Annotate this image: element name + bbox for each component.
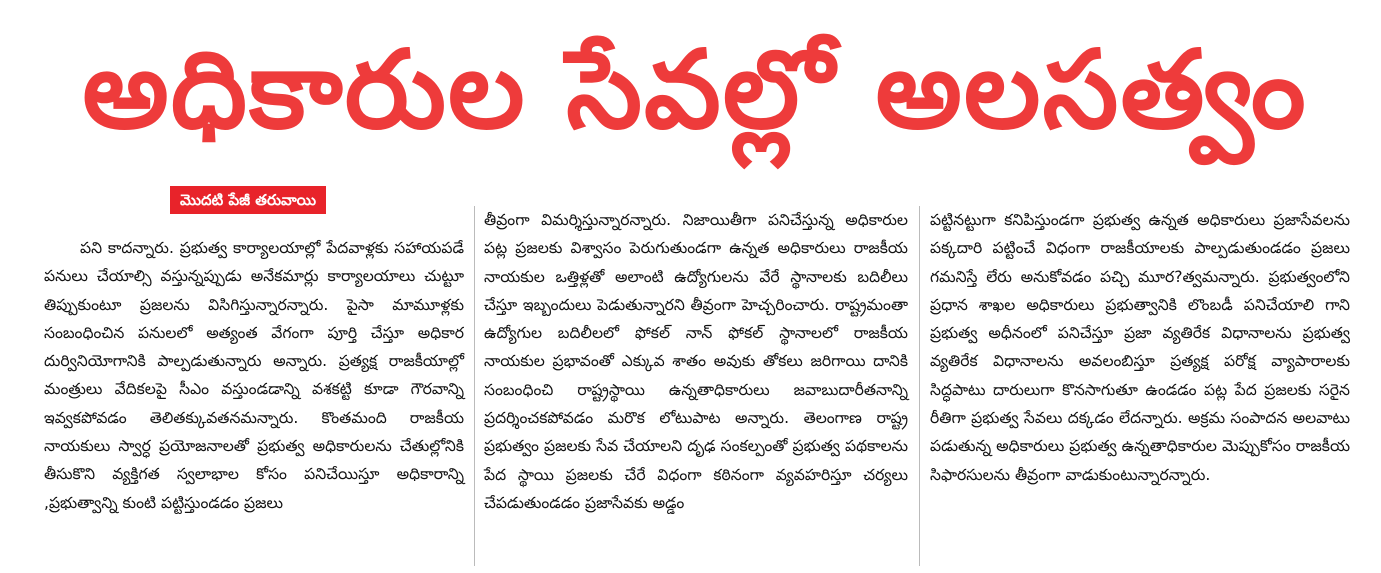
column-3-text: పట్టినట్టుగా కనిపిస్తుండగా ప్రభుత్వ ఉన్నత అధికారులు ప్రజాసేవలను పక్కదారి పట్టించే విధంగా రాజకీయాలకు పాల్పడుతుండడం ప్రజలు గమనిస్తే లేరు అనుకోవడం పచ్చి మూర?త్వమన్నారు. ప్రభుత్వంలోని ప్రధాన శాఖల అధికారులు ప్రభుత్వానికి లొంబడీ పనిచేయాలి గాని ప్రభుత్వ అధీనంలో పనిచేస్తూ ప్రజా వ్యతిరేక విధానాలను ప్రభుత్వ వ్యతిరేక విధానాలను అవలంబిస్తూ ప్రత్యక్ష పరోక్ష వ్యాపారాలకు సిద్ధపాటు దారులుగా కొనసాగుతూ ఉండడం పట్ల పేద ప్రజలకు సరైన రీతిగా ప్రభుత్వ సేవలు దక్కడం లేదన్నారు. అక్రమ సంపాదన అలవాటు పడుతున్న అధికారులు ప్రభుత్వ ఉన్నతాధికారుల మెప్పుకోసం రాజకీయ సిఫారసులను తీవ్రంగా వాడుకుంటున్నారన్నారు. xyxy=(930,211,1350,484)
continued-from-front-page-tag: మొదటి పేజీ తరువాయి xyxy=(170,186,326,214)
article-column-3 xyxy=(930,206,1350,542)
article-column-1 xyxy=(44,234,464,570)
column-divider xyxy=(919,206,920,566)
headline: అధికారుల సేవల్లో అలసత్వం xyxy=(82,28,1308,153)
article-column-2 xyxy=(484,206,908,570)
column-2-text: తీవ్రంగా విమర్శిస్తున్నారన్నారు. నిజాయితీగా పనిచేస్తున్న అధికారుల పట్ల ప్రజలకు విశ్వాసం పెరుగుతుండగా ఉన్నత అధికారులు రాజకీయ నాయకుల ఒత్తిళ్లతో అలాంటి ఉద్యోగులను వేరే స్థానాలకు బదిలీలు చేస్తూ ఇబ్బందులు పెడుతున్నారని తీవ్రంగా హెచ్చరించారు. రాష్ట్రమంతా ఉద్యోగుల బదిలీలలో ఫోకల్ నాన్ ఫోకల్ స్థానాలలో రాజకీయ నాయకుల ప్రభావంతో ఎక్కువ శాతం అవుకు తోకలు జరిగాయి దానికి సంబంధించి రాష్ట్రస్థాయి ఉన్నతాధికారులు జవాబుదారీతనాన్ని ప్రదర్శించకపోవడం మరొక లోటుపాట అన్నారు. తెలంగాణ రాష్ట్ర ప్రభుత్వం ప్రజలకు సేవ చేయాలని దృఢ సంకల్పంతో ప్రభుత్వ పథకాలను పేద స్థాయి ప్రజలకు చేరే విధంగా కఠినంగా వ్యవహరిస్తూ చర్యలు చేపడుతుండడం ప్రజాసేవకు అడ్డం xyxy=(484,211,908,512)
column-1-text: పని కాదన్నారు. ప్రభుత్వ కార్యాలయాల్లో పేదవాళ్లకు సహాయపడే పనులు చేయాల్సి వస్తున్నప్పుడు అనేకమార్లు కార్యాలయాలు చుట్టూ తిప్పుకుంటూ ప్రజలను విసిగిస్తున్నారన్నారు. పైసా మామూళ్లకు సంబంధించిన పనులలో అత్యంత వేగంగా పూర్తి చేస్తూ అధికార దుర్వినియోగానికి పాల్పడుతున్నారు అన్నారు. ప్రత్యక్ష రాజకీయాల్లో మంత్రులు వేదికలపై సీఎం వస్తుండడాన్ని వశకట్టి కూడా గౌరవాన్ని ఇవ్వకపోవడం తెలితక్కువతనమన్నారు. కొంతమంది రాజకీయ నాయకులు స్వార్ధ ప్రయోజనాలతో ప్రభుత్వ అధికారులను చేతుల్లోనికి తీసుకొని వ్యక్తిగత స్వలాభాల కోసం పనిచేయిస్తూ అధికారాన్ని ,ప్రభుత్వాన్ని కుంటి పట్టిస్తుండడం ప్రజలు xyxy=(44,239,464,512)
column-divider xyxy=(474,206,475,566)
